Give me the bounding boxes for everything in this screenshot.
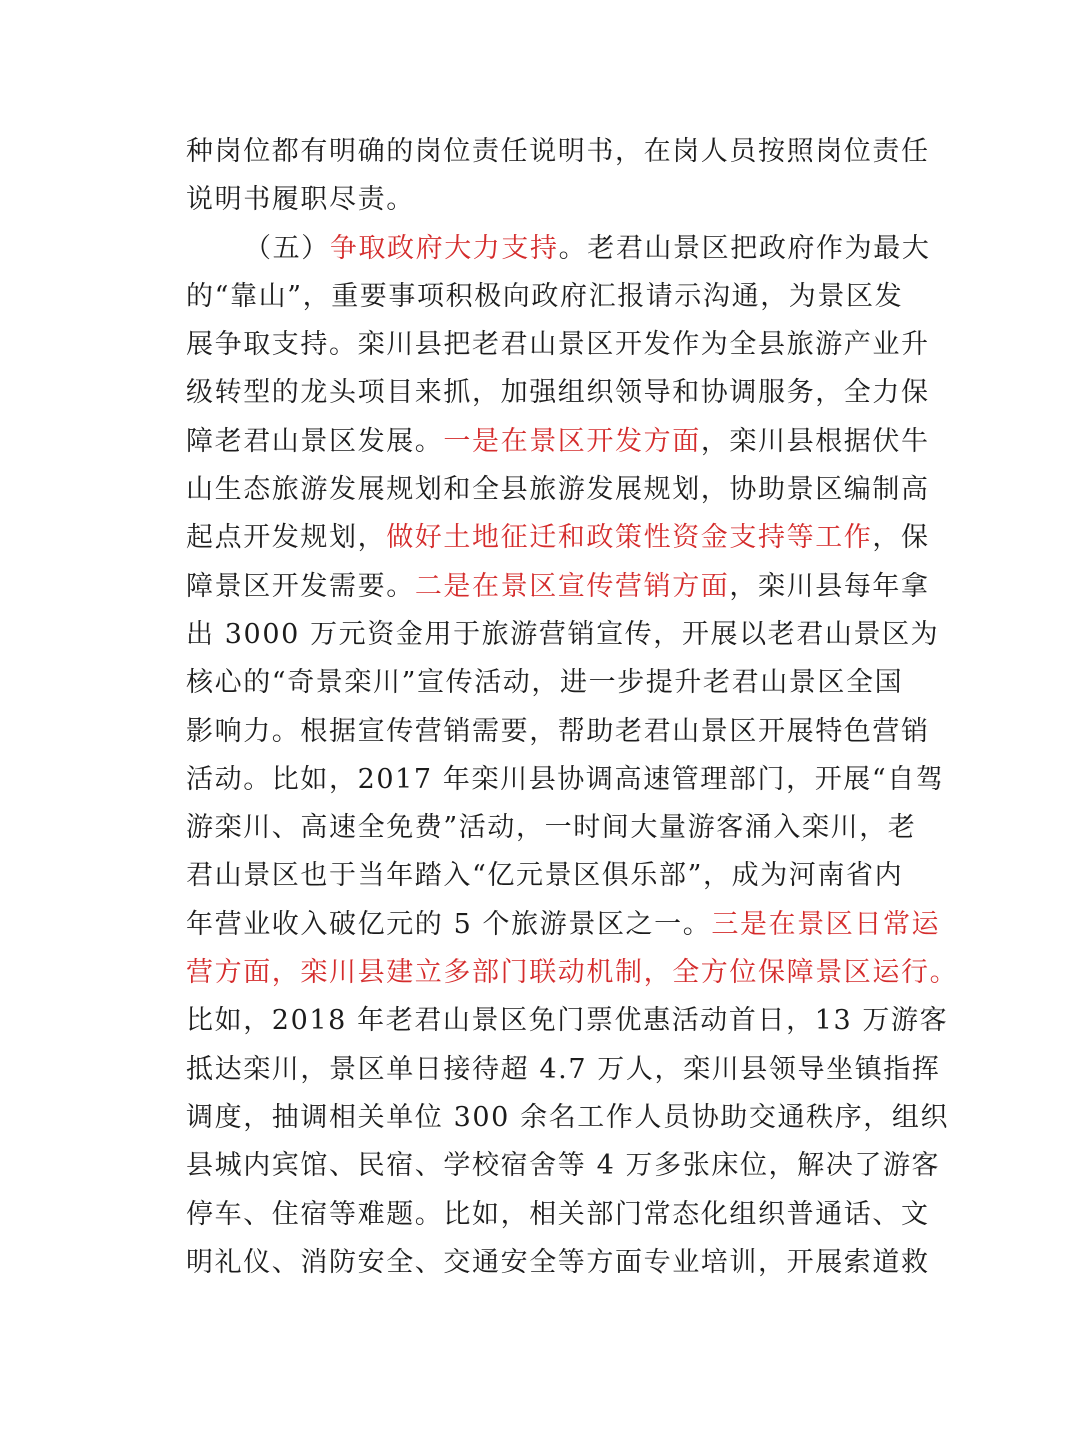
text-line: 级转型的龙头项目来抓，加强组织领导和协调服务，全力保 [186, 377, 930, 409]
text-line: 山生态旅游发展规划和全县旅游发展规划，协助景区编制高 [186, 474, 930, 506]
text-line: 停车、住宿等难题。比如，相关部门常态化组织普通话、文 [186, 1198, 930, 1230]
text-line: 核心的“奇景栾川”宣传活动，进一步提升老君山景区全国 [186, 667, 904, 699]
text-line: 比如，2018 年老君山景区免门票优惠活动首日，13 万游客 [186, 1005, 949, 1037]
text-line: 说明书履职尽责。 [186, 184, 415, 216]
text-line: 障老君山景区发展。一是在景区开发方面，栾川县根据伏牛 [186, 425, 930, 457]
highlight-text: 二是在景区宣传营销方面 [414, 570, 730, 602]
text-line: 起点开发规划，做好土地征迁和政策性资金支持等工作，保 [186, 522, 930, 554]
text-line: 游栾川、高速全免费”活动，一时间大量游客涌入栾川，老 [186, 812, 917, 844]
text-line: 展争取支持。栾川县把老君山景区开发作为全县旅游产业升 [186, 329, 930, 361]
highlight-text: 三是在景区日常运 [711, 908, 941, 940]
text-line: 抵达栾川，景区单日接待超 4.7 万人，栾川县领导坐镇指挥 [186, 1053, 941, 1085]
text-line: 障景区开发需要。二是在景区宣传营销方面，栾川县每年拿 [186, 570, 930, 602]
text-line: 影响力。根据宣传营销需要，帮助老君山景区开展特色营销 [186, 715, 930, 747]
text-line: 出 3000 万元资金用于旅游营销宣传，开展以老君山景区为 [186, 618, 940, 650]
text-line: 的“靠山”，重要事项积极向政府汇报请示沟通，为景区发 [186, 280, 904, 312]
text-line: 明礼仪、消防安全、交通安全等方面专业培训，开展索道救 [186, 1246, 930, 1278]
body-text [186, 128, 959, 1287]
text-line: 调度，抽调相关单位 300 余名工作人员协助交通秩序，组织 [186, 1101, 950, 1133]
highlight-line: 营方面，栾川县建立多部门联动机制，全方位保障景区运行。 [186, 957, 959, 989]
highlight-text: 做好土地征迁和政策性资金支持等工作 [386, 522, 873, 554]
text-line: 活动。比如，2017 年栾川县协调高速管理部门，开展“自驾 [186, 763, 945, 795]
highlight-text: 一是在景区开发方面 [443, 425, 701, 457]
text-line: 年营业收入破亿元的 5 个旅游景区之一。三是在景区日常运 [186, 908, 941, 940]
section-heading-line: （五）争取政府大力支持。老君山景区把政府作为最大 [244, 232, 931, 264]
text-line: 县城内宾馆、民宿、学校宿舍等 4 万多张床位，解决了游客 [186, 1150, 941, 1182]
text-line: 君山景区也于当年踏入“亿元景区俱乐部”，成为河南省内 [186, 860, 904, 892]
section-title-highlight: 争取政府大力支持 [329, 232, 559, 264]
text-line: 种岗位都有明确的岗位责任说明书，在岗人员按照岗位责任 [186, 136, 930, 167]
